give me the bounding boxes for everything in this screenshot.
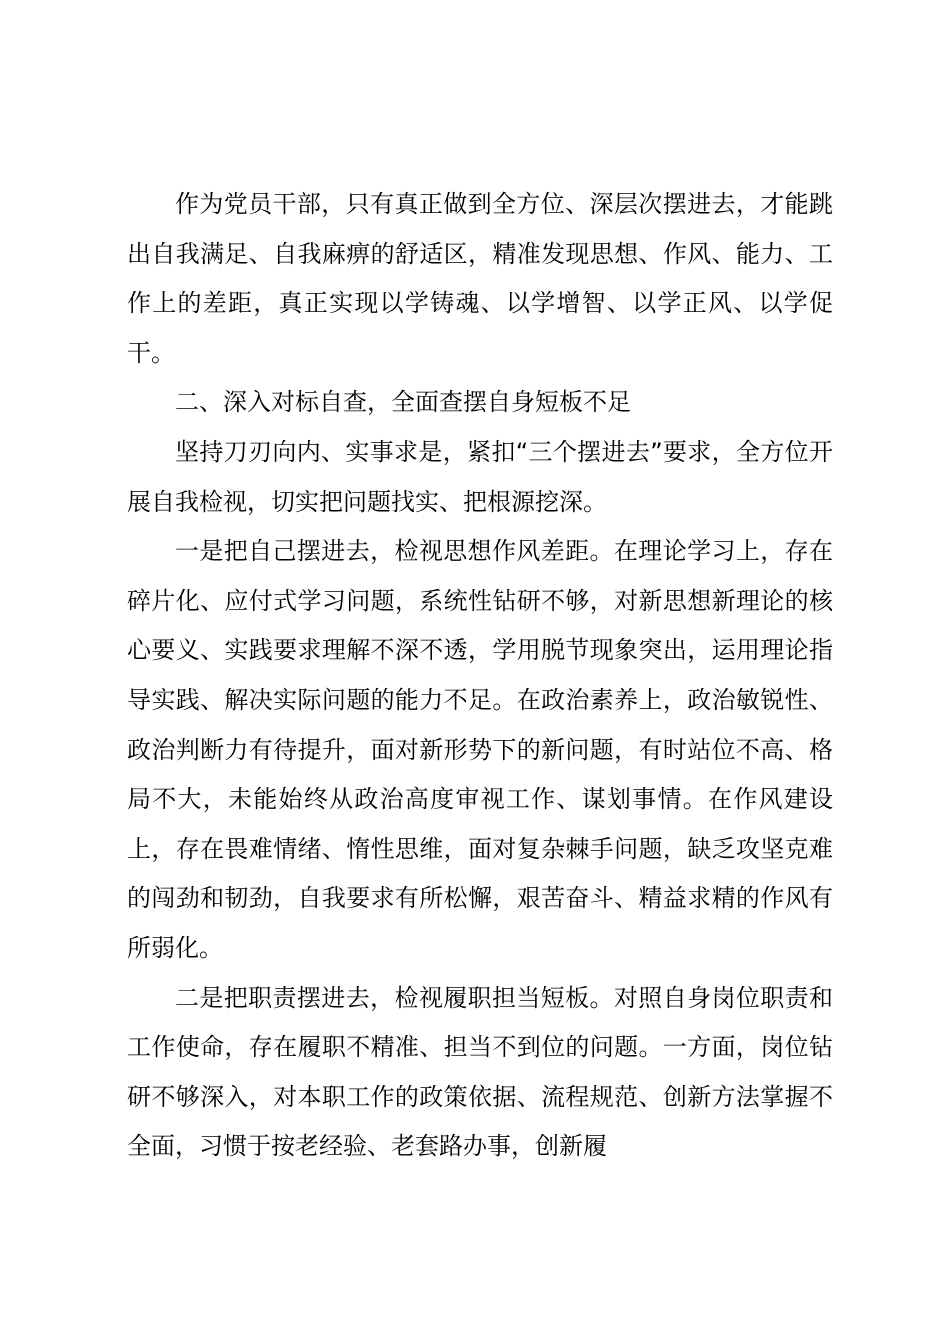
paragraph-intro: 作为党员干部，只有真正做到全方位、深层次摆进去，才能跳出自我满足、自我麻痹的舒适区，精准发现思想、作风、能力、工作上的差距，真正实现以学铸魂、以学增智、以学正风、以学促干。 (127, 190, 833, 367)
paragraph-point-one: 一是把自己摆进去，检视思想作风差距。在理论学习上，存在碎片化、应付式学习问题，系统性钻研不够，对新思想新理论的核心要义、实践要求理解不深不透，学用脱节现象突出，运用理论指导实践、解决实际问题的能力不足。在政治素养上，政治敏锐性、政治判断力有待提升，面对新形势下的新问题，有时站位不高、格局不大，未能始终从政治高度审视工作、谋划事情。在作风建设上，存在畏难情绪、惰性思维，面对复杂棘手问题，缺乏攻坚克难的闯劲和韧劲，自我要求有所松懈，艰苦奋斗、精益求精的作风有所弱化。 (127, 537, 833, 962)
section-heading: 二、深入对标自查，全面查摆自身短板不足 (175, 388, 631, 417)
paragraph-overview: 坚持刀刃向内、实事求是，紧扣“三个摆进去”要求，全方位开展自我检视，切实把问题找实、把根源挖深。 (127, 437, 833, 516)
paragraph-point-two: 二是把职责摆进去，检视履职担当短板。对照自身岗位职责和工作使命，存在履职不精准、担当不到位的问题。一方面，岗位钻研不够深入，对本职工作的政策依据、流程规范、创新方法掌握不全面，习惯于按老经验、老套路办事，创新履 (127, 983, 833, 1161)
document-body (127, 180, 833, 1172)
